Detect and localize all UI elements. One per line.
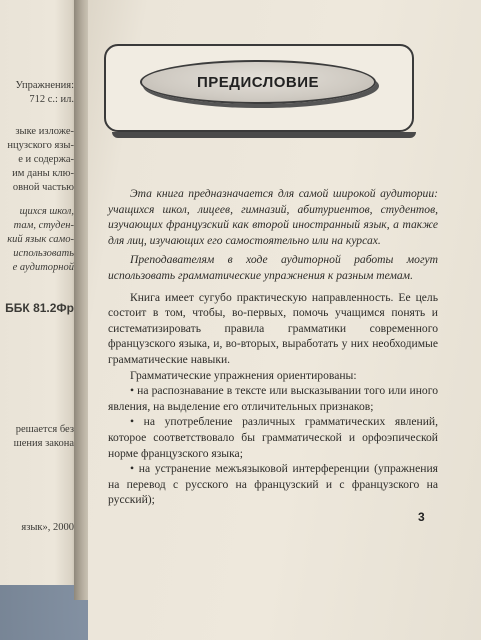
left-page-line: кий язык само- xyxy=(7,234,74,245)
left-page-line: нцузского язы- xyxy=(7,140,74,151)
title-frame xyxy=(104,44,414,132)
classification-code: ББК 81.2Фр xyxy=(5,301,74,315)
left-page-line: Упражнения: xyxy=(15,80,74,91)
left-page-line: им даны клю- xyxy=(12,168,74,179)
body-paragraph: Книга имеет сугубо практическую направленность. Ее цель состоит в том, чтобы, во-первых, помочь учащимся понять и систематизировать правила грамматики современного французского языка, и, во-вторых, выработать у них необходимые грамматические навыки. xyxy=(108,290,438,366)
left-page-line: 712 с.: ил. xyxy=(29,94,74,105)
left-page-line: решается без xyxy=(15,424,74,435)
left-page-line: е аудиторной xyxy=(12,262,74,273)
left-page-line: язык», 2000 xyxy=(21,522,74,533)
intro-paragraph: Эта книга предназначается для самой широкой аудитории: учащихся школ, лицеев, гимназий, абитуриентов, студентов, изучающих французский как второй иностранный язык, а также для лиц, изучающих его самостоятельно или на курсах. xyxy=(108,187,438,247)
page-number: 3 xyxy=(418,510,425,524)
left-page-line: щихся школ, xyxy=(19,206,74,217)
left-page xyxy=(0,0,78,585)
left-page-line: шения закона xyxy=(13,438,74,449)
left-page-line: использовать xyxy=(13,248,74,259)
bullet-item: • на употребление различных грамматических явлений, которое соответствовало бы грамматической и орфоэпической норме французского языка; xyxy=(108,415,438,460)
right-page xyxy=(88,0,481,640)
body-text xyxy=(108,186,438,508)
body-paragraph: Грамматические упражнения ориентированы: xyxy=(130,368,357,382)
left-page-line: там, студен- xyxy=(13,220,74,231)
left-page-line: е и содержа- xyxy=(18,154,74,165)
bullet-item: • на устранение межъязыковой интерференции (упражнения на перевод с русского на французский и с французского на русский); xyxy=(108,462,438,507)
title-ellipse xyxy=(140,60,376,104)
intro-paragraph: Преподавателям в ходе аудиторной работы могут использовать грамматические упражнения к разным темам. xyxy=(108,253,438,282)
left-page-line: зыке изложе- xyxy=(15,126,74,137)
left-page-line: овной частью xyxy=(12,182,74,193)
page-title: ПРЕДИСЛОВИЕ xyxy=(196,73,320,91)
bullet-item: • на распознавание в тексте или высказывании того или иного явления, на выделение его отличительных признаков; xyxy=(108,384,438,413)
